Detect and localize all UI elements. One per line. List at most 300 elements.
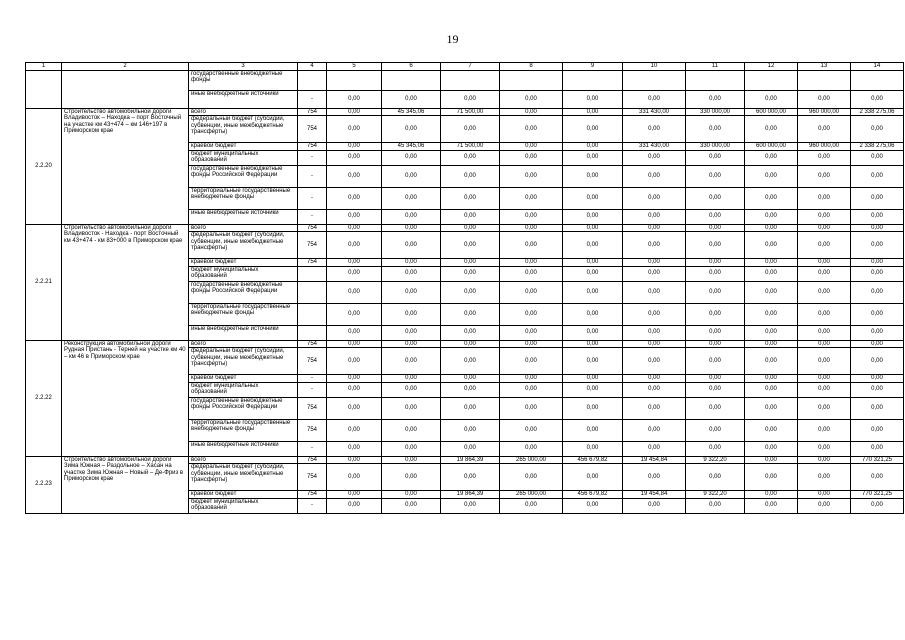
amount-cell: 0,00 <box>798 187 851 209</box>
amount-cell: 0,00 <box>563 498 623 513</box>
amount-cell: 0,00 <box>382 150 441 165</box>
amount-cell: 0,00 <box>563 303 623 325</box>
amount-cell: 0,00 <box>500 498 563 513</box>
column-header: 8 <box>500 63 563 71</box>
amount-cell: 0,00 <box>745 498 798 513</box>
amount-cell: 0,00 <box>745 419 798 441</box>
item-name-cell: Строительство автомобильной дороги Владивосток – Находка – порт Восточный на участке км 43+474 – км 146+197 в Приморском крае <box>62 108 189 224</box>
amount-cell: 0,00 <box>745 90 798 108</box>
amount-cell: 0,00 <box>623 116 686 143</box>
item-number-cell: 2.2.21 <box>26 224 62 340</box>
amount-cell: 0,00 <box>686 397 745 419</box>
amount-cell: 0,00 <box>441 90 500 108</box>
amount-cell: 0,00 <box>327 150 382 165</box>
amount-cell: 19 864,39 <box>441 456 500 464</box>
amount-cell: 0,00 <box>686 441 745 456</box>
amount-cell: 0,00 <box>798 441 851 456</box>
column-header: 5 <box>327 63 382 71</box>
amount-cell: 0,00 <box>441 232 500 259</box>
amount-cell: 0,00 <box>441 382 500 397</box>
amount-cell: 0,00 <box>441 464 500 491</box>
item-number-cell <box>26 70 62 108</box>
budget-code-cell: 754 <box>298 224 327 232</box>
column-header: 12 <box>745 63 798 71</box>
funding-source-cell: бюджет муниципальных образований <box>189 150 298 165</box>
amount-cell: 0,00 <box>327 143 382 151</box>
budget-code-cell: - <box>298 150 327 165</box>
amount-cell: 0,00 <box>851 266 904 281</box>
amount-cell: 0,00 <box>623 232 686 259</box>
funding-source-cell: бюджет муниципальных образований <box>189 266 298 281</box>
amount-cell: 265 000,00 <box>500 456 563 464</box>
amount-cell: 0,00 <box>500 116 563 143</box>
amount-cell: 0,00 <box>500 259 563 267</box>
amount-cell: 0,00 <box>798 340 851 348</box>
amount-cell: 0,00 <box>623 224 686 232</box>
budget-table <box>25 62 904 514</box>
amount-cell: 0,00 <box>745 281 798 303</box>
amount-cell: 0,00 <box>686 382 745 397</box>
amount-cell: 0,00 <box>851 340 904 348</box>
funding-source-cell: территориальные государственные внебюджетные фонды <box>189 187 298 209</box>
amount-cell: 0,00 <box>382 224 441 232</box>
amount-cell: 0,00 <box>623 382 686 397</box>
funding-source-cell: государственные внебюджетные фонды Российской Федерации <box>189 165 298 187</box>
column-header: 6 <box>382 63 441 71</box>
budget-code-cell: - <box>298 375 327 383</box>
amount-cell: 960 000,00 <box>798 143 851 151</box>
item-name-cell: Строительство автомобильной дороги Владивосток - Находка - порт Восточный км 43+474 - км 83+000 в Приморском крае <box>62 224 189 340</box>
amount-cell: 0,00 <box>851 187 904 209</box>
amount-cell: 0,00 <box>686 281 745 303</box>
amount-cell: 0,00 <box>500 165 563 187</box>
amount-cell: 0,00 <box>851 441 904 456</box>
amount-cell: 0,00 <box>327 375 382 383</box>
amount-cell: 0,00 <box>623 90 686 108</box>
funding-source-cell: иные внебюджетные источники <box>189 209 298 224</box>
amount-cell: 330 000,00 <box>686 143 745 151</box>
amount-cell: 0,00 <box>851 116 904 143</box>
amount-cell: 0,00 <box>745 491 798 499</box>
amount-cell <box>798 70 851 90</box>
amount-cell: 0,00 <box>563 340 623 348</box>
budget-code-cell: 754 <box>298 232 327 259</box>
amount-cell: 0,00 <box>623 266 686 281</box>
amount-cell: 0,00 <box>441 498 500 513</box>
amount-cell: 0,00 <box>563 90 623 108</box>
amount-cell: 0,00 <box>563 224 623 232</box>
amount-cell: 0,00 <box>563 150 623 165</box>
item-number-cell: 2.2.20 <box>26 108 62 224</box>
amount-cell: 0,00 <box>327 348 382 375</box>
amount-cell: 0,00 <box>382 165 441 187</box>
amount-cell: 0,00 <box>851 348 904 375</box>
amount-cell: 0,00 <box>798 456 851 464</box>
funding-source-cell: бюджет муниципальных образований <box>189 498 298 513</box>
amount-cell: 0,00 <box>745 303 798 325</box>
amount-cell: 0,00 <box>623 259 686 267</box>
amount-cell: 0,00 <box>327 464 382 491</box>
funding-source-cell: краевой бюджет <box>189 375 298 383</box>
amount-cell: 265 000,00 <box>500 491 563 499</box>
funding-source-cell: всего <box>189 340 298 348</box>
budget-code-cell: 754 <box>298 456 327 464</box>
amount-cell: 0,00 <box>798 266 851 281</box>
budget-code-cell: 754 <box>298 108 327 116</box>
amount-cell: 71 500,00 <box>441 143 500 151</box>
amount-cell: 0,00 <box>382 90 441 108</box>
amount-cell: 0,00 <box>623 419 686 441</box>
amount-cell: 0,00 <box>563 419 623 441</box>
funding-source-cell: всего <box>189 224 298 232</box>
table-row <box>26 340 904 348</box>
amount-cell: 19 454,84 <box>623 456 686 464</box>
budget-code-cell: - <box>298 90 327 108</box>
amount-cell: 0,00 <box>327 209 382 224</box>
column-header: 7 <box>441 63 500 71</box>
amount-cell: 0,00 <box>686 116 745 143</box>
amount-cell: 0,00 <box>686 348 745 375</box>
amount-cell: 0,00 <box>500 90 563 108</box>
amount-cell: 71 500,00 <box>441 108 500 116</box>
amount-cell: 0,00 <box>500 232 563 259</box>
item-number-cell: 2.2.23 <box>26 456 62 513</box>
funding-source-cell: бюджет муниципальных образований <box>189 382 298 397</box>
amount-cell: 0,00 <box>327 116 382 143</box>
amount-cell: 9 322,20 <box>686 456 745 464</box>
amount-cell: 0,00 <box>327 397 382 419</box>
amount-cell: 0,00 <box>798 397 851 419</box>
funding-source-cell: иные внебюджетные источники <box>189 441 298 456</box>
amount-cell: 0,00 <box>686 209 745 224</box>
amount-cell: 0,00 <box>686 224 745 232</box>
amount-cell: 0,00 <box>327 165 382 187</box>
amount-cell: 960 000,00 <box>798 108 851 116</box>
amount-cell: 0,00 <box>441 348 500 375</box>
amount-cell: 0,00 <box>441 209 500 224</box>
amount-cell: 0,00 <box>441 303 500 325</box>
amount-cell: 0,00 <box>327 456 382 464</box>
amount-cell: 9 322,20 <box>686 491 745 499</box>
amount-cell: 0,00 <box>327 325 382 340</box>
amount-cell: 0,00 <box>441 325 500 340</box>
amount-cell: 0,00 <box>623 397 686 419</box>
funding-source-cell: федеральный бюджет (субсидии, субвенции, иные межбюджетные трансферты) <box>189 464 298 491</box>
item-name-cell <box>62 70 189 108</box>
funding-source-cell: территориальные государственные внебюджетные фонды <box>189 303 298 325</box>
amount-cell: 0,00 <box>382 303 441 325</box>
amount-cell: 0,00 <box>441 187 500 209</box>
funding-source-cell: краевой бюджет <box>189 259 298 267</box>
amount-cell: 0,00 <box>500 382 563 397</box>
amount-cell: 2 338 275,06 <box>851 143 904 151</box>
amount-cell: 0,00 <box>851 90 904 108</box>
amount-cell: 0,00 <box>623 348 686 375</box>
amount-cell: 331 430,00 <box>623 108 686 116</box>
amount-cell: 0,00 <box>686 90 745 108</box>
amount-cell: 0,00 <box>563 382 623 397</box>
amount-cell <box>327 70 382 90</box>
amount-cell: 0,00 <box>798 116 851 143</box>
amount-cell: 2 338 275,06 <box>851 108 904 116</box>
amount-cell: 0,00 <box>745 224 798 232</box>
amount-cell: 0,00 <box>798 209 851 224</box>
budget-code-cell <box>298 281 327 303</box>
amount-cell: 770 321,25 <box>851 491 904 499</box>
amount-cell: 0,00 <box>327 498 382 513</box>
amount-cell: 0,00 <box>745 348 798 375</box>
amount-cell: 0,00 <box>563 116 623 143</box>
amount-cell: 0,00 <box>851 209 904 224</box>
column-header: 11 <box>686 63 745 71</box>
amount-cell: 0,00 <box>745 464 798 491</box>
funding-source-cell: федеральный бюджет (субсидии, субвенции, иные межбюджетные трансферты) <box>189 348 298 375</box>
amount-cell: 0,00 <box>327 259 382 267</box>
budget-code-cell: 754 <box>298 340 327 348</box>
amount-cell: 0,00 <box>623 441 686 456</box>
amount-cell: 0,00 <box>851 397 904 419</box>
funding-source-cell: государственные внебюджетные фонды Российской Федерации <box>189 397 298 419</box>
amount-cell: 0,00 <box>563 187 623 209</box>
amount-cell: 0,00 <box>563 325 623 340</box>
amount-cell: 0,00 <box>382 348 441 375</box>
column-header: 1 <box>26 63 62 71</box>
amount-cell: 0,00 <box>441 150 500 165</box>
amount-cell: 0,00 <box>745 165 798 187</box>
funding-source-cell: иные внебюджетные источники <box>189 325 298 340</box>
column-header: 13 <box>798 63 851 71</box>
amount-cell: 0,00 <box>382 266 441 281</box>
amount-cell: 0,00 <box>686 150 745 165</box>
amount-cell: 0,00 <box>563 143 623 151</box>
amount-cell: 0,00 <box>745 375 798 383</box>
column-header: 4 <box>298 63 327 71</box>
amount-cell: 0,00 <box>798 224 851 232</box>
amount-cell: 0,00 <box>563 464 623 491</box>
amount-cell: 0,00 <box>327 224 382 232</box>
amount-cell: 0,00 <box>441 397 500 419</box>
amount-cell: 0,00 <box>745 397 798 419</box>
amount-cell: 0,00 <box>623 281 686 303</box>
amount-cell: 0,00 <box>500 340 563 348</box>
amount-cell: 0,00 <box>686 498 745 513</box>
amount-cell: 0,00 <box>563 108 623 116</box>
amount-cell: 0,00 <box>623 165 686 187</box>
amount-cell: 0,00 <box>441 259 500 267</box>
budget-code-cell <box>298 266 327 281</box>
budget-code-cell: 754 <box>298 143 327 151</box>
amount-cell <box>686 70 745 90</box>
budget-code-cell: - <box>298 441 327 456</box>
amount-cell: 0,00 <box>563 441 623 456</box>
funding-source-cell: федеральный бюджет (субсидии, субвенции, иные межбюджетные трансферты) <box>189 116 298 143</box>
amount-cell: 0,00 <box>327 441 382 456</box>
column-header: 14 <box>851 63 904 71</box>
budget-code-cell: 754 <box>298 464 327 491</box>
amount-cell: 0,00 <box>500 187 563 209</box>
column-number-row <box>26 63 904 71</box>
amount-cell: 0,00 <box>500 224 563 232</box>
amount-cell: 0,00 <box>851 325 904 340</box>
amount-cell: 0,00 <box>745 325 798 340</box>
amount-cell: 456 679,82 <box>563 456 623 464</box>
amount-cell: 0,00 <box>623 187 686 209</box>
amount-cell: 45 345,06 <box>382 108 441 116</box>
funding-source-cell: краевой бюджет <box>189 143 298 151</box>
amount-cell: 0,00 <box>745 116 798 143</box>
amount-cell: 0,00 <box>798 491 851 499</box>
amount-cell: 0,00 <box>745 232 798 259</box>
amount-cell: 0,00 <box>500 143 563 151</box>
page-number: 19 <box>446 32 459 46</box>
amount-cell: 770 321,25 <box>851 456 904 464</box>
amount-cell: 0,00 <box>623 150 686 165</box>
amount-cell: 0,00 <box>851 303 904 325</box>
amount-cell: 0,00 <box>563 165 623 187</box>
amount-cell: 0,00 <box>382 259 441 267</box>
amount-cell: 19 864,39 <box>441 491 500 499</box>
amount-cell <box>563 70 623 90</box>
amount-cell: 0,00 <box>563 397 623 419</box>
amount-cell: 0,00 <box>798 165 851 187</box>
amount-cell <box>623 70 686 90</box>
amount-cell: 0,00 <box>563 266 623 281</box>
amount-cell: 0,00 <box>623 375 686 383</box>
amount-cell: 0,00 <box>798 348 851 375</box>
budget-code-cell: 754 <box>298 259 327 267</box>
amount-cell: 0,00 <box>382 382 441 397</box>
amount-cell: 0,00 <box>382 419 441 441</box>
amount-cell: 0,00 <box>851 281 904 303</box>
budget-code-cell: 754 <box>298 397 327 419</box>
amount-cell: 0,00 <box>798 375 851 383</box>
amount-cell: 0,00 <box>327 187 382 209</box>
amount-cell: 0,00 <box>686 325 745 340</box>
amount-cell: 0,00 <box>382 232 441 259</box>
amount-cell: 0,00 <box>798 382 851 397</box>
amount-cell: 0,00 <box>851 150 904 165</box>
amount-cell: 600 000,00 <box>745 143 798 151</box>
funding-source-cell: всего <box>189 456 298 464</box>
funding-source-cell: краевой бюджет <box>189 491 298 499</box>
amount-cell <box>500 70 563 90</box>
amount-cell: 0,00 <box>851 419 904 441</box>
amount-cell: 0,00 <box>686 464 745 491</box>
amount-cell: 0,00 <box>851 498 904 513</box>
amount-cell: 0,00 <box>382 456 441 464</box>
amount-cell <box>382 70 441 90</box>
table-row <box>26 456 904 464</box>
amount-cell <box>745 70 798 90</box>
budget-code-cell: - <box>298 382 327 397</box>
budget-code-cell: 754 <box>298 491 327 499</box>
budget-code-cell: 754 <box>298 116 327 143</box>
amount-cell: 0,00 <box>798 281 851 303</box>
amount-cell: 0,00 <box>798 232 851 259</box>
amount-cell: 0,00 <box>563 375 623 383</box>
amount-cell: 0,00 <box>500 397 563 419</box>
amount-cell: 0,00 <box>798 90 851 108</box>
budget-code-cell <box>298 325 327 340</box>
amount-cell: 0,00 <box>686 232 745 259</box>
amount-cell: 0,00 <box>686 259 745 267</box>
column-header: 9 <box>563 63 623 71</box>
amount-cell: 0,00 <box>382 340 441 348</box>
amount-cell: 0,00 <box>623 209 686 224</box>
funding-source-cell: государственные внебюджетные фонды Российской Федерации <box>189 281 298 303</box>
amount-cell: 331 430,00 <box>623 143 686 151</box>
amount-cell: 0,00 <box>851 259 904 267</box>
amount-cell: 0,00 <box>745 266 798 281</box>
amount-cell: 0,00 <box>623 325 686 340</box>
budget-code-cell: - <box>298 209 327 224</box>
amount-cell: 0,00 <box>500 325 563 340</box>
amount-cell: 0,00 <box>745 187 798 209</box>
amount-cell: 0,00 <box>745 382 798 397</box>
amount-cell: 0,00 <box>382 464 441 491</box>
amount-cell: 0,00 <box>382 281 441 303</box>
amount-cell: 0,00 <box>745 441 798 456</box>
amount-cell: 0,00 <box>798 150 851 165</box>
amount-cell: 45 345,06 <box>382 143 441 151</box>
amount-cell: 0,00 <box>686 419 745 441</box>
amount-cell: 0,00 <box>441 165 500 187</box>
amount-cell: 0,00 <box>745 340 798 348</box>
budget-code-cell: 754 <box>298 419 327 441</box>
funding-source-cell: всего <box>189 108 298 116</box>
amount-cell: 0,00 <box>851 224 904 232</box>
amount-cell: 0,00 <box>686 375 745 383</box>
amount-cell: 0,00 <box>686 165 745 187</box>
amount-cell: 0,00 <box>745 209 798 224</box>
amount-cell: 0,00 <box>623 464 686 491</box>
amount-cell: 0,00 <box>327 382 382 397</box>
amount-cell: 0,00 <box>851 464 904 491</box>
amount-cell: 0,00 <box>686 266 745 281</box>
budget-code-cell: - <box>298 498 327 513</box>
amount-cell: 0,00 <box>441 224 500 232</box>
column-header: 2 <box>62 63 189 71</box>
amount-cell: 0,00 <box>798 498 851 513</box>
amount-cell: 0,00 <box>851 165 904 187</box>
amount-cell: 0,00 <box>686 340 745 348</box>
amount-cell: 0,00 <box>798 325 851 340</box>
amount-cell: 330 000,00 <box>686 108 745 116</box>
amount-cell: 0,00 <box>382 116 441 143</box>
amount-cell: 0,00 <box>623 303 686 325</box>
budget-code-cell: - <box>298 165 327 187</box>
amount-cell: 0,00 <box>500 266 563 281</box>
amount-cell: 0,00 <box>382 498 441 513</box>
funding-source-cell: федеральный бюджет (субсидии, субвенции, иные межбюджетные трансферты) <box>189 232 298 259</box>
amount-cell: 0,00 <box>327 491 382 499</box>
amount-cell: 0,00 <box>441 266 500 281</box>
amount-cell: 0,00 <box>441 375 500 383</box>
amount-cell: 0,00 <box>327 266 382 281</box>
amount-cell: 600 000,00 <box>745 108 798 116</box>
amount-cell: 0,00 <box>382 375 441 383</box>
amount-cell: 0,00 <box>798 419 851 441</box>
amount-cell: 0,00 <box>563 281 623 303</box>
item-number-cell: 2.2.22 <box>26 340 62 456</box>
budget-code-cell: - <box>298 187 327 209</box>
amount-cell: 0,00 <box>745 259 798 267</box>
amount-cell: 0,00 <box>500 281 563 303</box>
amount-cell: 0,00 <box>327 303 382 325</box>
table-body <box>26 63 904 514</box>
amount-cell: 0,00 <box>563 259 623 267</box>
amount-cell: 0,00 <box>500 303 563 325</box>
